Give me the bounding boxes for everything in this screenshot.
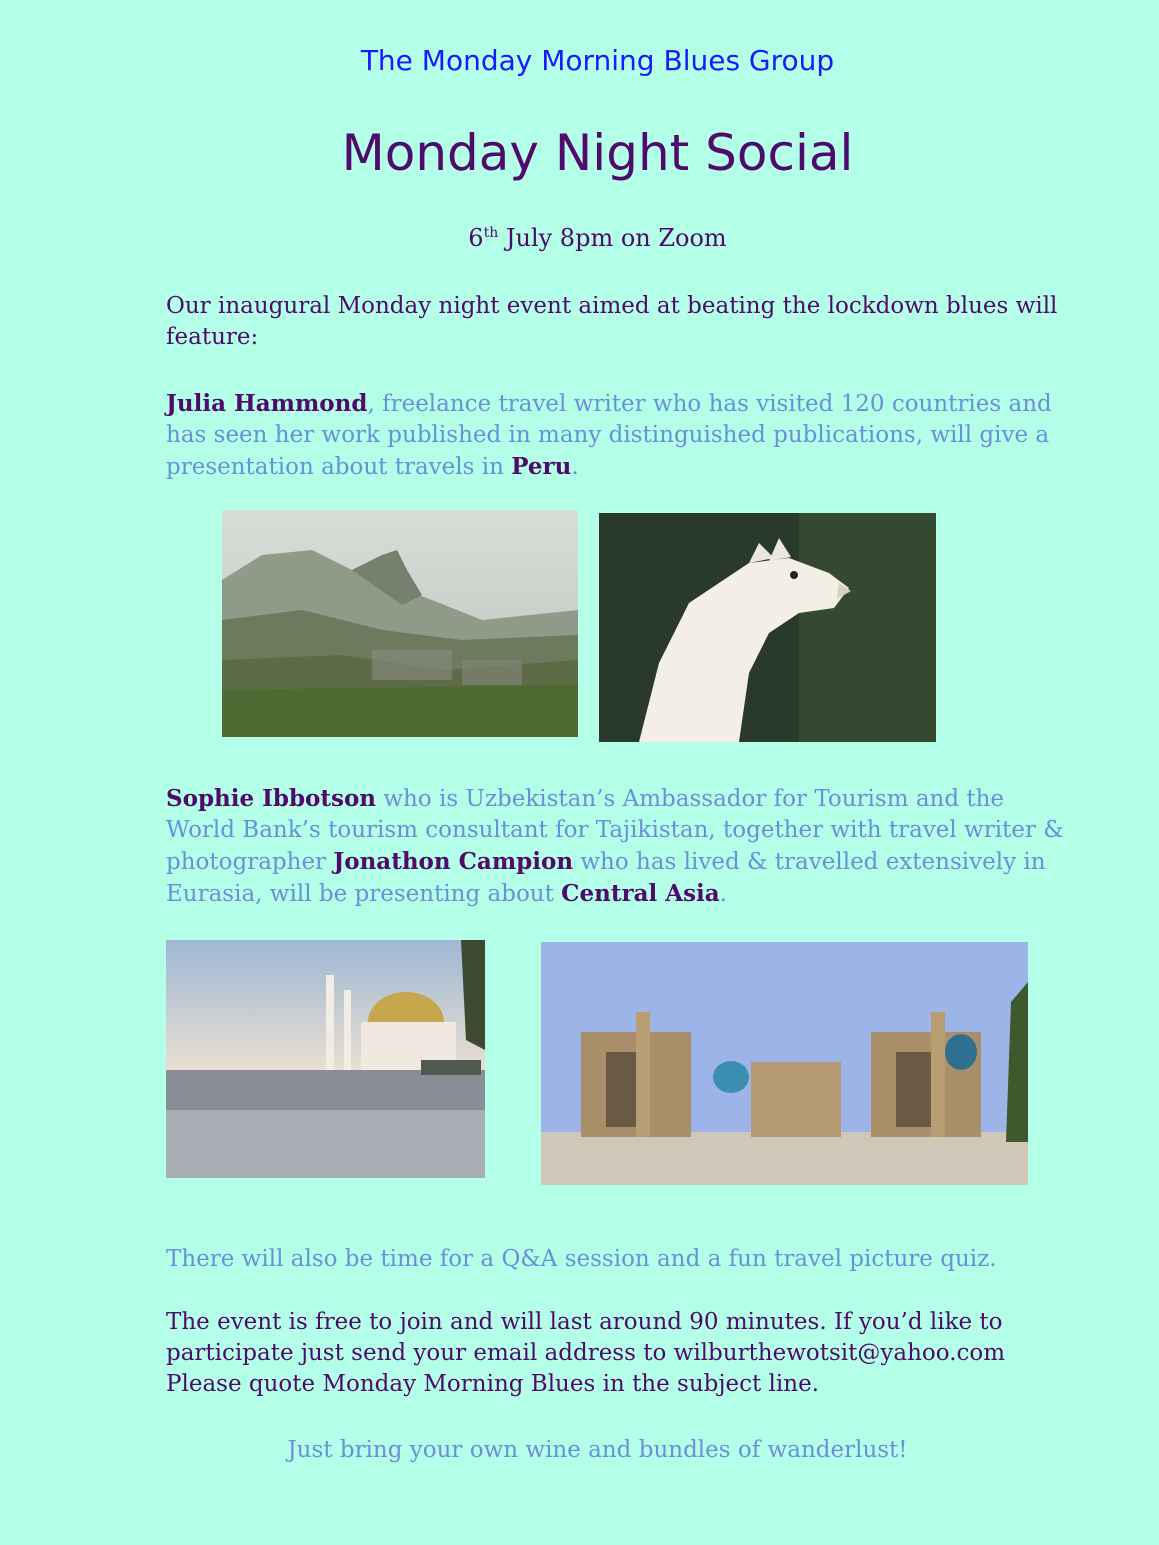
speaker1-end: . (571, 454, 579, 480)
registan-photo (541, 942, 1028, 1185)
mosque-photo (166, 940, 485, 1178)
details-paragraph (166, 1307, 1026, 1400)
details-line1: The event is free to join and will last around 90 minutes. If you’d like to participate just send your email address to wilburthewotsit@yahoo.com (166, 1309, 1006, 1366)
speaker2-name2: Jonathon Campion (333, 848, 574, 875)
llama-photo (599, 513, 936, 742)
speaker1-place: Peru (511, 453, 572, 480)
intro-text: Our inaugural Monday night event aimed at beating the lockdown blues will feature: (166, 293, 1058, 350)
date-suffix: th (483, 225, 499, 241)
date-rest: July 8pm on Zoom (498, 224, 727, 252)
event-date (0, 224, 1159, 252)
speaker2-name1: Sophie Ibbotson (166, 785, 377, 812)
details-line2: Please quote Monday Morning Blues in the subject line. (166, 1371, 820, 1397)
speaker1-name: Julia Hammond (166, 390, 368, 417)
group-name: The Monday Morning Blues Group (360, 44, 835, 77)
event-title: Monday Night Social (341, 124, 854, 182)
speaker1-paragraph (166, 388, 1066, 483)
speaker1-text: , freelance travel writer who has visited 120 countries and has seen her work published in many distinguished publications, will give a presentation about travels in (166, 391, 1052, 480)
speaker2-text2: who has lived & travelled extensively in Eurasia, will be presenting about (166, 849, 1046, 907)
speaker2-end: . (719, 881, 727, 907)
date-day: 6 (468, 224, 484, 252)
speaker2-paragraph (166, 783, 1066, 910)
machu-picchu-photo (222, 510, 578, 737)
speaker2-place: Central Asia (561, 880, 720, 907)
speaker2-text1: who is Uzbekistan’s Ambassador for Tourism and the World Bank’s tourism consultant for Tajikistan, together with travel writer & photographer (166, 786, 1064, 875)
closing-text: Just bring your own wine and bundles of wanderlust! (287, 1437, 908, 1463)
qa-text: There will also be time for a Q&A session and a fun travel picture quiz. (166, 1246, 997, 1272)
